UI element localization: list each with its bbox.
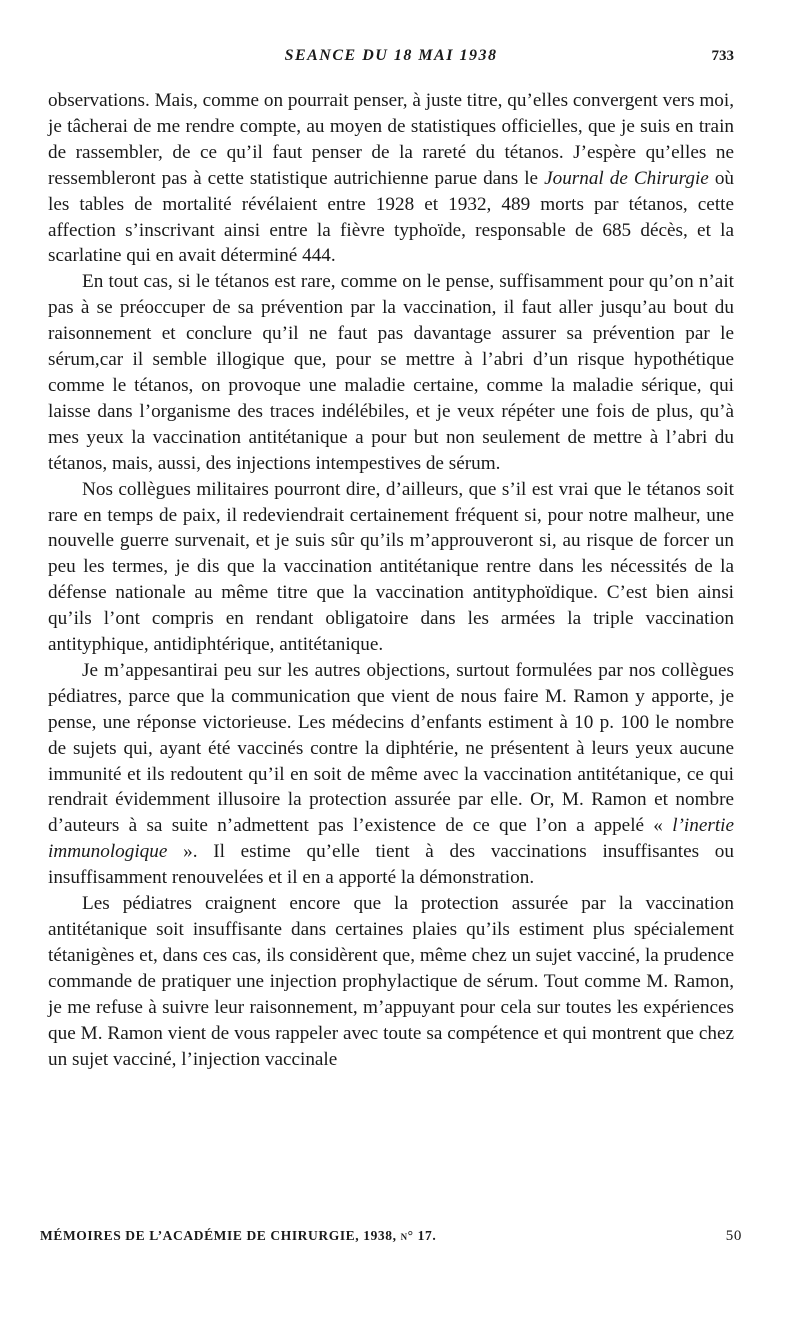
page-number: 733 — [711, 48, 734, 64]
journal-citation: MÉMOIRES DE L’ACADÉMIE DE CHIRURGIE, 1938, n° 17. — [40, 1228, 437, 1243]
paragraph — [48, 477, 734, 658]
paragraph — [48, 658, 734, 891]
italic-text: l’inertie immunologique — [48, 815, 734, 863]
paragraph-text: Les pédiatres craignent encore que la protection assurée par la vaccination antitétanique soit insuffisante dans certaines plaies qu’ils estiment plus spécialement tétanigènes et, dans ces cas, ils considèrent que, même chez un sujet vacciné, la prudence commande de pratiquer une injection prophylactique de sérum. Tout comme M. Ramon, je me refuse à suivre leur raisonnement, m’appuyant pour cela sur toutes les expériences que M. Ramon vient de vous rappeler avec toute sa compétence et qui montrent que chez un sujet vacciné, l’injection vaccinale — [48, 893, 734, 1070]
paragraph-text: ». Il estime qu’elle tient à des vaccinations insuffisantes ou insuffisamment renouvelées et il en a apporté la démonstration. — [48, 841, 734, 889]
signature-mark: 50 — [725, 1228, 742, 1244]
paragraph — [48, 891, 734, 1072]
paragraph-text: En tout cas, si le tétanos est rare, comme on le pense, suffisamment pour qu’on n’ait pas à se préoccuper de sa prévention par la vaccination, il faut aller jusqu’au bout du raisonnement et conclure qu’il ne faut pas davantage assurer sa prévention par le sérum,car il semble illogique que, pour se mettre à l’abri d’un risque hypothétique comme le tétanos, on provoque une maladie certaine, comme la maladie sérique, qui laisse dans l’organisme des traces indélébiles, et je veux répéter une fois de plus, qu’à mes yeux la vaccination antitétanique a pour but non seulement de mettre à l’abri du tétanos, mais, aussi, des injections intempestives de sérum. — [48, 271, 734, 474]
page-footer — [40, 1228, 742, 1244]
paragraph-text: où les tables de mortalité révélaient entre 1928 et 1932, 489 morts par tétanos, cette affection s’inscrivant ainsi entre la fièvre typhoïde, responsable de 685 décès, et la scarlatine qui en avait déterminé 444. — [48, 167, 735, 267]
paragraph-text: Je m’appesantirai peu sur les autres objections, surtout formulées par nos collègues pédiatres, parce que la communication que vient de nous faire M. Ramon y apporte, je pense, une réponse victorieuse. Les médecins d’enfants estiment à 10 p. 100 le nombre de sujets qui, ayant été vaccinés contre la diphtérie, ne présentent à leurs yeux aucune immunité et ils redoutent qu’il en soit de même avec la vaccination antitétanique, ce qui rendrait évidemment illusoire la protection assurée par elle. Or, M. Ramon et nombre d’auteurs à sa suite n’admettent pas l’existence de ce que l’on a appelé « — [48, 659, 734, 837]
journal-page — [48, 44, 734, 1314]
italic-text: Journal de Chirurgie — [544, 167, 709, 189]
paragraph — [48, 88, 734, 269]
paragraph-text: observations. Mais, comme on pourrait penser, à juste titre, qu’elles convergent vers moi, je tâcherai de me rendre compte, au moyen de statistiques officielles, que je suis en train de rassembler, de ce qu’il faut penser de la rareté du tétanos. J’espère qu’elles ne ressembleront pas à cette statistique autrichienne parue dans le — [48, 90, 734, 189]
running-head — [48, 44, 734, 74]
paragraph-text: Nos collègues militaires pourront dire, d’ailleurs, que s’il est vrai que le tétanos soit rare en temps de paix, il redeviendrait certainement fréquent si, pour notre malheur, une nouvelle guerre survenait, et je suis sûr qu’ils m’approuveront si, au risque de forcer un peu les termes, je dis que la vaccination antitétanique rentre dans les nécessités de la défense nationale au même titre que la vaccination antityphoïdique. C’est bien ainsi qu’ils l’ont compris en rendant obligatoire dans les armées la triple vaccination antityphique, antidiphtérique, antitétanique. — [48, 478, 734, 656]
paragraph — [48, 269, 734, 476]
article-body — [48, 88, 734, 1072]
running-title: SEANCE DU 18 MAI 1938 — [284, 47, 498, 64]
